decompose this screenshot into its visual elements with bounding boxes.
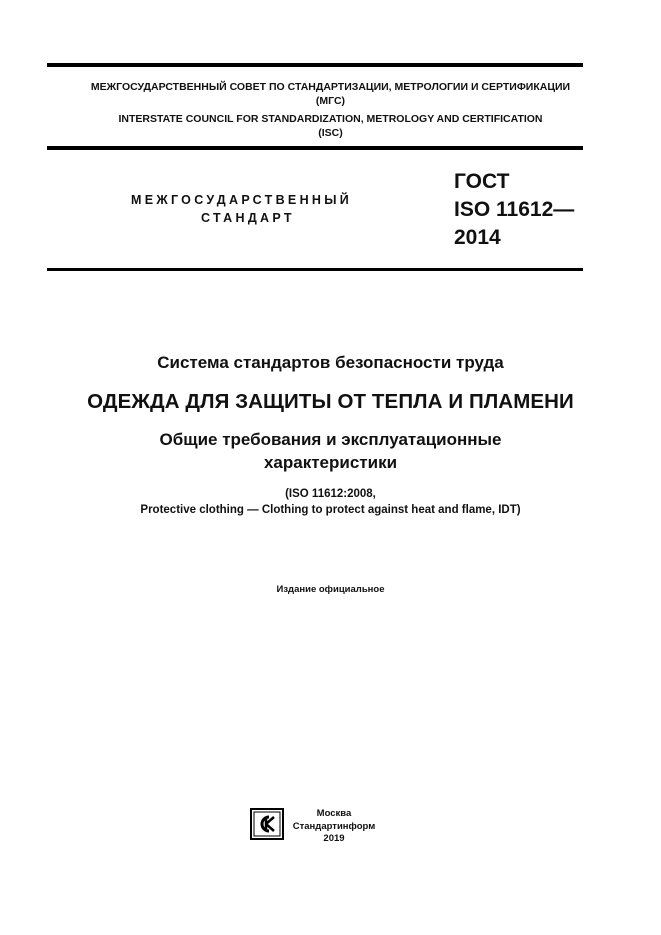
standard-designation: [454, 168, 574, 252]
council-abbr-ru: (МГС): [315, 95, 346, 107]
iso-reference-line2: Protective clothing — Clothing to protect against heat and flame, IDT): [140, 504, 521, 516]
subtitle-line2: характеристики: [263, 453, 398, 472]
subtitle-line1: Общие требования и эксплуатационные: [159, 430, 502, 449]
council-name-en: INTERSTATE COUNCIL FOR STANDARDIZATION, METROLOGY AND CERTIFICATION: [118, 113, 543, 125]
top-rule: [47, 63, 583, 67]
council-name-ru: МЕЖГОСУДАРСТВЕННЫЙ СОВЕТ ПО СТАНДАРТИЗАЦИИ, МЕТРОЛОГИИ И СЕРТИФИКАЦИИ: [90, 81, 571, 93]
edition-label: Издание официальное: [276, 584, 385, 595]
designation-year: 2014: [454, 226, 501, 249]
publication-year: 2019: [323, 833, 345, 844]
standartinform-logo-icon: [250, 808, 284, 840]
standard-type-line2: СТАНДАРТ: [201, 211, 295, 225]
publisher-name: Стандартинформ: [292, 820, 376, 832]
standard-type-line1: МЕЖГОСУДАРСТВЕННЫЙ: [131, 193, 353, 207]
publisher-city: Москва: [316, 808, 352, 819]
header-rule: [47, 146, 583, 150]
designation-gost: ГОСТ: [454, 170, 510, 193]
designation-rule: [47, 268, 583, 271]
main-title: ОДЕЖДА ДЛЯ ЗАЩИТЫ ОТ ТЕПЛА И ПЛАМЕНИ: [87, 390, 574, 413]
publisher-info: [290, 808, 378, 846]
designation-iso-number: ISO 11612—: [454, 198, 575, 221]
council-abbr-en: (ISC): [318, 127, 343, 139]
iso-reference-line1: (ISO 11612:2008,: [285, 488, 376, 500]
series-title: Система стандартов безопасности труда: [157, 353, 504, 372]
